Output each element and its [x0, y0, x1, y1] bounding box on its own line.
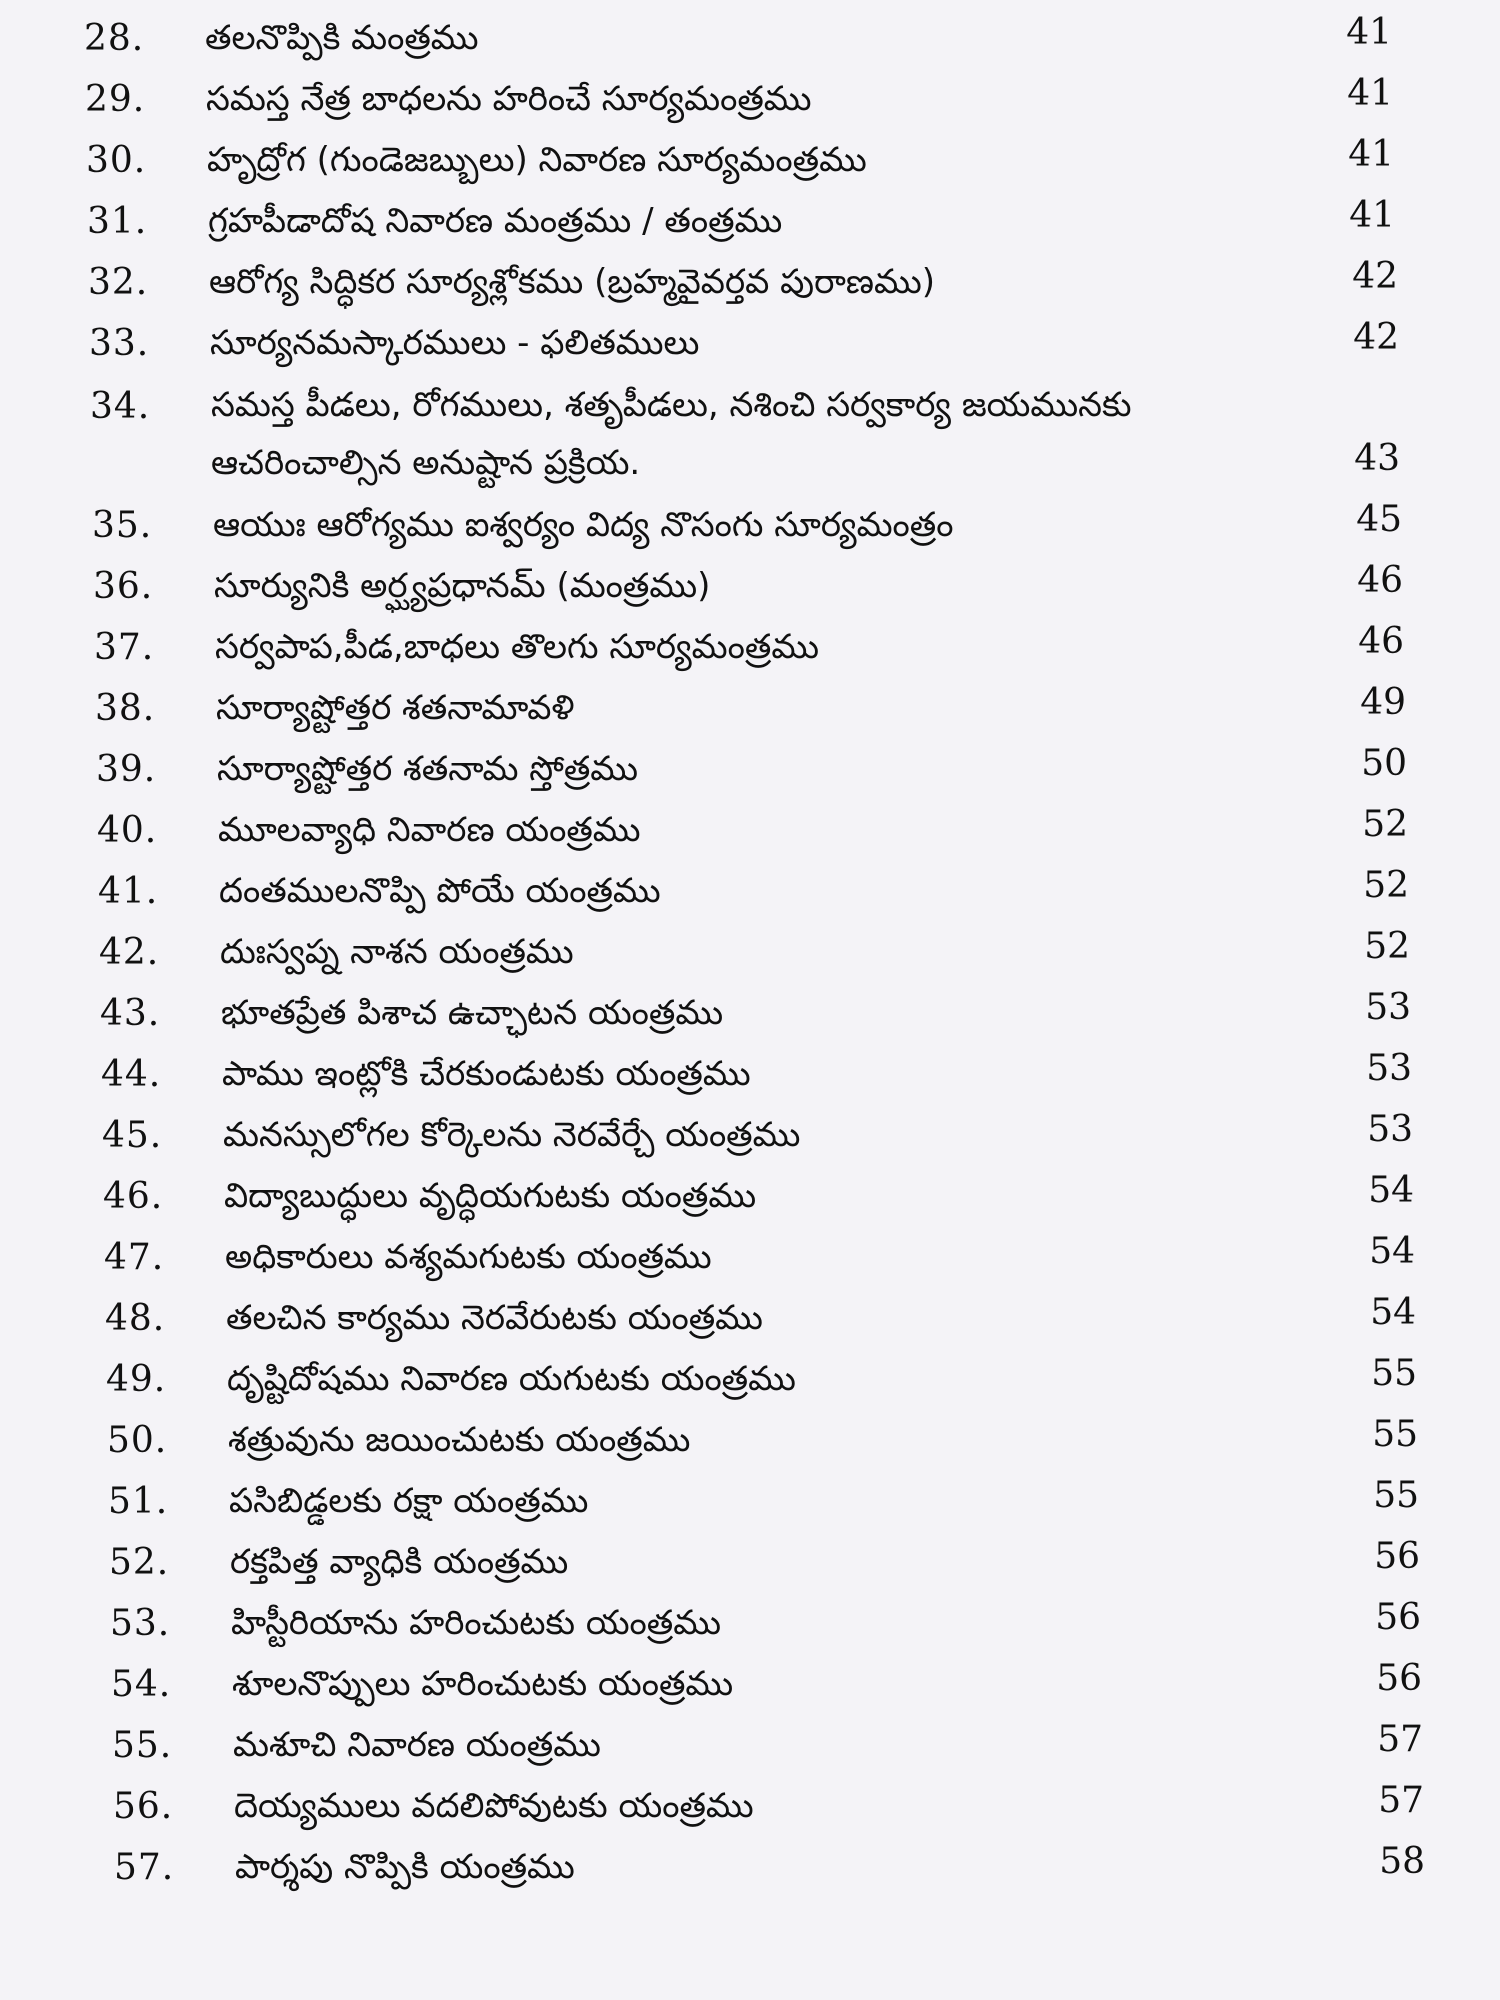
entry-number: 52.	[109, 1542, 170, 1583]
entry-page-number: 46	[1358, 621, 1404, 662]
entry-title: శూలనొప్పులు హరించుటకు యంత్రము	[232, 1664, 734, 1704]
entry-page-number: 42	[1353, 317, 1399, 358]
entry-number: 49.	[106, 1359, 167, 1400]
entry-title: దెయ్యములు వదలిపోవుటకు యంత్రము	[234, 1786, 754, 1826]
toc-entry-54	[0, 1654, 1500, 1715]
entry-title-line-2: ఆచరించాల్సిన అనుష్టాన ప్రక్రియ.	[211, 443, 641, 483]
entry-page-number: 57	[1377, 1719, 1423, 1760]
entry-title: దంతములనొప్పి పోయే యంత్రము	[219, 871, 661, 911]
entry-number: 33.	[89, 323, 150, 364]
entry-number: 37.	[94, 627, 155, 668]
entry-page-number: 45	[1356, 499, 1402, 540]
entry-title: తలనొప్పికి మంత్రము	[205, 18, 479, 58]
entry-page-number: 56	[1376, 1658, 1422, 1699]
entry-title: తలచిన కార్యము నెరవేరుటకు యంత్రము	[226, 1298, 763, 1338]
entry-title-line-1: సమస్త పీడలు, రోగములు, శతృపీడలు, నశించి సర్వకార్య జయమునకు	[211, 385, 1132, 425]
toc-entry-50	[0, 1410, 1500, 1471]
entry-title: ఆయుః ఆరోగ్యము ఐశ్వర్యం విద్య నొసంగు సూర్యమంత్రం	[213, 505, 954, 545]
entry-number: 56.	[113, 1786, 174, 1827]
entry-page-number: 41	[1346, 12, 1392, 53]
entry-title: సర్వపాప,పీడ,బాధలు తొలగు సూర్యమంత్రము	[215, 627, 820, 667]
entry-number: 44.	[101, 1054, 162, 1095]
toc-entry-31	[0, 191, 1500, 252]
toc-entry-32	[0, 252, 1500, 313]
entry-number: 31.	[87, 201, 148, 242]
toc-entry-43	[0, 983, 1500, 1044]
entry-page-number: 46	[1357, 560, 1403, 601]
entry-number: 40.	[97, 810, 158, 851]
entry-number: 46.	[103, 1176, 164, 1217]
entry-title: మనస్సులోగల కోర్కెలను నెరవేర్చే యంత్రము	[223, 1115, 801, 1155]
entry-page-number: 42	[1352, 256, 1398, 297]
entry-number: 53.	[110, 1603, 171, 1644]
entry-page-number: 49	[1360, 682, 1406, 723]
entry-title: పార్శపు నొప్పికి యంత్రము	[235, 1847, 575, 1887]
toc-entry-42	[0, 922, 1500, 983]
entry-number: 39.	[96, 749, 157, 790]
entry-page-number: 41	[1349, 195, 1395, 236]
entry-page-number: 56	[1374, 1536, 1420, 1577]
toc-entry-38	[0, 678, 1500, 739]
entry-number: 35.	[92, 505, 153, 546]
toc-entry-49	[0, 1349, 1500, 1410]
entry-number: 38.	[95, 688, 156, 729]
entry-page-number: 41	[1347, 73, 1393, 114]
entry-title: దుఃస్వప్న నాశన యంత్రము	[220, 932, 574, 972]
entry-number: 32.	[88, 262, 149, 303]
entry-number: 51.	[108, 1481, 169, 1522]
entry-page-number: 55	[1372, 1414, 1418, 1455]
toc-entry-34	[0, 376, 1500, 492]
entry-title	[211, 376, 1431, 492]
entry-page-number: 55	[1373, 1475, 1419, 1516]
entry-page-number: 41	[1348, 134, 1394, 175]
toc-entry-41	[0, 861, 1500, 922]
entry-page-number: 52	[1363, 865, 1409, 906]
entry-number: 36.	[93, 566, 154, 607]
entry-title: మశూచి నివారణ యంత్రము	[233, 1725, 601, 1765]
entry-number: 41.	[98, 871, 159, 912]
entry-title: సూర్యనమస్కారములు - ఫలితములు	[210, 323, 700, 363]
entry-number: 42.	[99, 932, 160, 973]
entry-title: రక్తపిత్త వ్యాధికి యంత్రము	[230, 1542, 569, 1582]
entry-number: 30.	[86, 140, 147, 181]
toc-entry-44	[0, 1044, 1500, 1105]
toc-entry-37	[0, 617, 1500, 678]
toc-entry-55	[0, 1715, 1500, 1776]
entry-title: సమస్త నేత్ర బాధలను హరించే సూర్యమంత్రము	[206, 79, 812, 119]
entry-page-number: 54	[1369, 1231, 1415, 1272]
toc-entry-35	[0, 495, 1500, 556]
toc-entry-51	[0, 1471, 1500, 1532]
toc-entry-36	[0, 556, 1500, 617]
entry-number: 48.	[105, 1298, 166, 1339]
toc-entry-53	[0, 1593, 1500, 1654]
entry-page-number: 53	[1365, 987, 1411, 1028]
toc-entry-47	[0, 1227, 1500, 1288]
entry-number: 57.	[114, 1847, 175, 1888]
entry-number: 29.	[85, 79, 146, 120]
toc-entry-39	[0, 739, 1500, 800]
entry-number: 50.	[107, 1420, 168, 1461]
toc-entry-52	[0, 1532, 1500, 1593]
entry-title: సూర్యునికి అర్ఘ్యప్రధానమ్ (మంత్రము)	[214, 566, 711, 606]
entry-page-number: 53	[1366, 1048, 1412, 1089]
entry-title: సూర్యాష్టోత్తర శతనామ స్తోత్రము	[217, 749, 639, 789]
entry-page-number: 50	[1361, 743, 1407, 784]
toc-entry-30	[0, 130, 1500, 191]
entry-page-number: 53	[1367, 1109, 1413, 1150]
toc-entry-48	[0, 1288, 1500, 1349]
toc-entry-45	[0, 1105, 1500, 1166]
entry-number: 55.	[112, 1725, 173, 1766]
entry-title: శత్రువును జయించుటకు యంత్రము	[228, 1420, 691, 1460]
toc-entry-46	[0, 1166, 1500, 1227]
entry-page-number: 52	[1364, 926, 1410, 967]
entry-title: పాము ఇంట్లోకి చేరకుండుటకు యంత్రము	[222, 1054, 751, 1094]
entry-page-number: 57	[1378, 1780, 1424, 1821]
toc-entry-56	[0, 1776, 1500, 1837]
entry-page-number: 52	[1362, 804, 1408, 845]
entry-title: హృద్రోగ (గుండెజబ్బులు) నివారణ సూర్యమంత్రము	[207, 140, 867, 180]
toc-entry-33	[0, 313, 1500, 374]
entry-title: గ్రహపీడాదోష నివారణ మంత్రము / తంత్రము	[208, 201, 783, 241]
entry-title: పసిబిడ్డలకు రక్షా యంత్రము	[229, 1481, 589, 1521]
entry-number: 45.	[102, 1115, 163, 1156]
toc-entry-57	[0, 1837, 1500, 1898]
entry-page-number: 43	[1354, 438, 1400, 479]
toc-entry-40	[0, 800, 1500, 861]
entry-title: దృష్టిదోషము నివారణ యగుటకు యంత్రము	[227, 1359, 796, 1399]
entry-page-number: 56	[1375, 1597, 1421, 1638]
entry-page-number: 54	[1368, 1170, 1414, 1211]
toc-entry-29	[0, 69, 1500, 130]
entry-title: హిస్టీరియాను హరించుటకు యంత్రము	[231, 1603, 721, 1643]
entry-page-number: 55	[1371, 1353, 1417, 1394]
entry-title: ఆరోగ్య సిద్ధికర సూర్యశ్లోకము (బ్రహ్మవైవర్తవ పురాణము)	[209, 262, 935, 302]
entry-title: సూర్యాష్టోత్తర శతనామావళి	[216, 688, 575, 728]
entry-title: విద్యాబుద్ధులు వృద్ధియగుటకు యంత్రము	[224, 1176, 757, 1216]
entry-number: 28.	[84, 18, 145, 59]
entry-title: మూలవ్యాధి నివారణ యంత్రము	[218, 810, 641, 850]
entry-page-number: 54	[1370, 1292, 1416, 1333]
entry-number: 34.	[90, 386, 151, 427]
entry-number: 43.	[100, 993, 161, 1034]
toc-entry-28	[0, 8, 1500, 69]
entry-number: 54.	[111, 1664, 172, 1705]
entry-page-number: 58	[1379, 1841, 1425, 1882]
entry-title: భూతప్రేత పిశాచ ఉచ్ఛాటన యంత్రము	[221, 993, 724, 1033]
entry-number: 47.	[104, 1237, 165, 1278]
entry-title: అధికారులు వశ్యమగుటకు యంత్రము	[225, 1237, 712, 1277]
